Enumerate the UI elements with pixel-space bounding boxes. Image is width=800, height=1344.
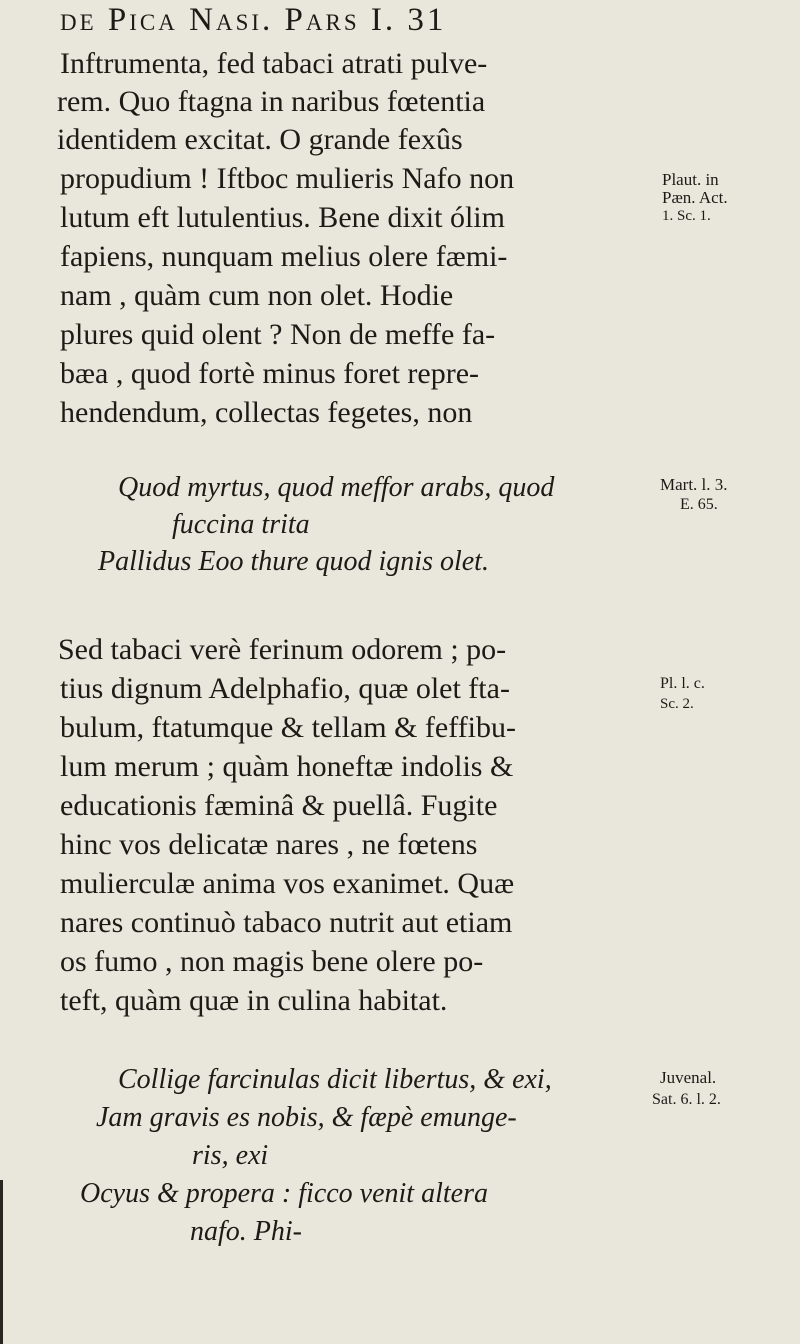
text-line: bulum, ftatumque & tellam & feffibu- xyxy=(60,711,517,744)
text-line: lum merum ; quàm honeftæ indolis & xyxy=(60,750,514,783)
text-line: educationis fæminâ & puellâ. Fugite xyxy=(60,789,498,822)
verse-line: Collige farcinulas dicit libertus, & exi, xyxy=(118,1064,552,1095)
margin-note: Plaut. in xyxy=(662,170,719,189)
text-line: os fumo , non magis bene olere po- xyxy=(60,945,484,978)
margin-note: Pl. l. c. xyxy=(660,675,705,692)
text-line: nam , quàm cum non olet. Hodie xyxy=(60,279,454,312)
text-line: Sed tabaci verè ferinum odorem ; po- xyxy=(58,633,507,666)
text-line: fapiens, nunquam melius olere fæmi- xyxy=(60,240,508,273)
text-line: Inftrumenta, fed tabaci atrati pulve- xyxy=(60,47,488,80)
text-line: rem. Quo ftagna in naribus fœtentia xyxy=(57,85,486,118)
margin-note: E. 65. xyxy=(680,496,718,513)
text-line: bæa , quod fortè minus foret repre- xyxy=(60,357,480,390)
margin-note: Sat. 6. l. 2. xyxy=(652,1091,721,1108)
margin-note: Juvenal. xyxy=(660,1068,717,1087)
verse-line: Jam gravis es nobis, & fæpè emunge- xyxy=(96,1102,517,1133)
margin-note: Sc. 2. xyxy=(660,696,694,712)
verse-line: Quod myrtus, quod meffor arabs, quod xyxy=(118,472,555,503)
page-edge-shadow xyxy=(0,1180,3,1344)
text-line: mulierculæ anima vos exanimet. Quæ xyxy=(60,867,515,900)
running-header: de Pica Nasi. Pars I. 31 xyxy=(60,2,447,38)
verse-line: fuccina trita xyxy=(172,509,310,540)
margin-note: Mart. l. 3. xyxy=(660,475,728,494)
verse-line: nafo. Phi- xyxy=(190,1216,302,1247)
text-line: propudium ! Iftboc mulieris Nafo non xyxy=(60,162,515,195)
verse-line: Pallidus Eoo thure quod ignis olet. xyxy=(98,546,489,577)
margin-note: 1. Sc. 1. xyxy=(662,208,711,224)
text-line: tius dignum Adelphafio, quæ olet fta- xyxy=(60,672,510,705)
text-line: lutum eft lutulentius. Bene dixit ólim xyxy=(60,201,505,234)
text-line: teft, quàm quæ in culina habitat. xyxy=(60,984,448,1017)
text-line: hinc vos delicatæ nares , ne fœtens xyxy=(60,828,478,861)
text-line: plures quid olent ? Non de meffe fa- xyxy=(60,318,496,351)
verse-line: Ocyus & propera : ficco venit altera xyxy=(80,1178,488,1209)
text-line: nares continuò tabaco nutrit aut etiam xyxy=(60,906,513,939)
text-line: identidem excitat. O grande fexûs xyxy=(57,123,463,156)
verse-line: ris, exi xyxy=(192,1140,269,1171)
text-line: hendendum, collectas fegetes, non xyxy=(60,396,473,429)
margin-note: Pæn. Act. xyxy=(662,188,728,207)
